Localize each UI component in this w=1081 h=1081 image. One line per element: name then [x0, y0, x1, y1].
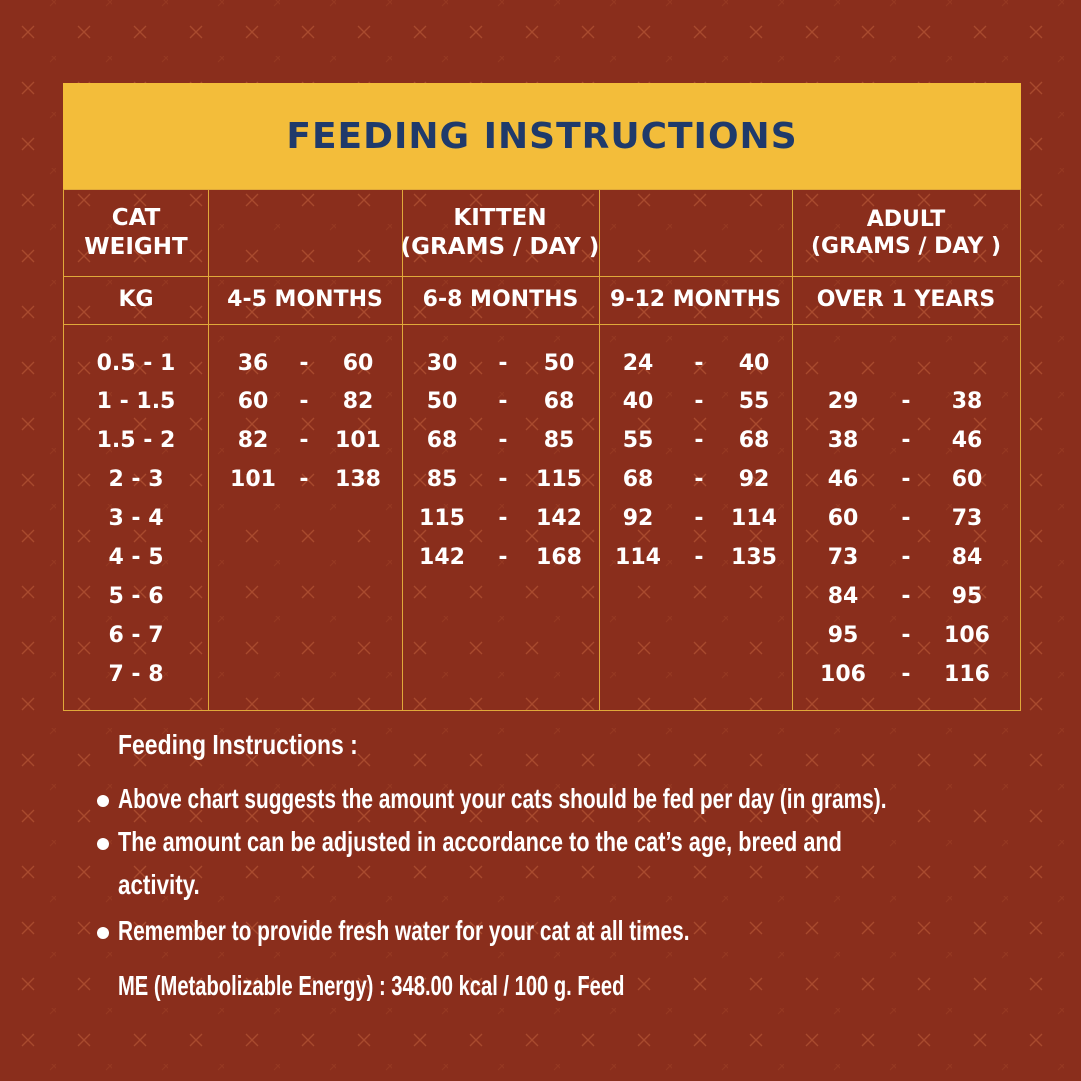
range-dash: - — [901, 467, 911, 493]
header-kitten-label: KITTEN — [453, 205, 547, 232]
header-kg: KG — [118, 287, 154, 313]
range-min-cell: 68 — [622, 467, 654, 493]
grid-hline — [64, 324, 1020, 325]
range-min-cell: 84 — [827, 583, 859, 609]
bullet-icon — [97, 838, 109, 850]
range-max-cell: 116 — [944, 661, 990, 687]
weight-cell: 3 - 4 — [108, 506, 164, 532]
range-max-cell: 92 — [738, 467, 770, 493]
header-adult — [792, 190, 1020, 276]
range-dash: - — [901, 389, 911, 415]
range-dash: - — [694, 506, 704, 532]
range-dash: - — [498, 467, 508, 493]
range-max-cell: 68 — [543, 389, 575, 415]
range-dash: - — [694, 389, 704, 415]
range-max-cell: 68 — [738, 428, 770, 454]
range-min-cell: 101 — [230, 467, 276, 493]
weight-cell: 0.5 - 1 — [96, 350, 176, 376]
header-cat-weight-label: CAT WEIGHT — [84, 205, 188, 260]
range-max-cell: 38 — [951, 389, 983, 415]
weight-cell: 2 - 3 — [108, 467, 164, 493]
range-max-cell: 106 — [944, 622, 990, 648]
range-min-cell: 115 — [419, 506, 465, 532]
range-dash: - — [498, 428, 508, 454]
range-max-cell: 95 — [951, 583, 983, 609]
range-min-cell: 30 — [426, 350, 458, 376]
header-kitten-unit: (GRAMS / DAY ) — [400, 234, 600, 260]
range-min-cell: 82 — [237, 428, 269, 454]
range-max-cell: 168 — [536, 545, 582, 570]
note-chart-suggestion: Above chart suggests the amount your cats should be fed per day (in grams). — [118, 783, 887, 814]
weight-cell: 4 - 5 — [108, 545, 164, 570]
range-min-cell: 106 — [820, 661, 866, 687]
range-min-cell: 92 — [622, 506, 654, 532]
range-min-cell: 60 — [237, 389, 269, 415]
weight-cell: 1.5 - 2 — [96, 428, 176, 454]
range-max-cell: 50 — [543, 350, 575, 376]
range-dash: - — [694, 467, 704, 493]
header-adult-unit: (GRAMS / DAY ) — [811, 234, 1001, 259]
range-dash: - — [299, 350, 309, 376]
range-max-cell: 73 — [951, 506, 983, 532]
range-dash: - — [498, 350, 508, 376]
range-min-cell: 29 — [827, 389, 859, 415]
range-min-cell: 73 — [827, 545, 859, 570]
note-fresh-water: Remember to provide fresh water for your cat at all times. — [118, 915, 690, 946]
range-min-cell: 36 — [237, 350, 269, 376]
range-max-cell: 115 — [536, 467, 582, 493]
header-over-1-years: OVER 1 YEARS — [816, 287, 996, 313]
table-grid — [63, 189, 1021, 711]
feeding-table — [63, 83, 1021, 711]
weight-cell: 7 - 8 — [108, 661, 164, 687]
range-dash: - — [498, 389, 508, 415]
range-min-cell: 60 — [827, 506, 859, 532]
header-adult-label: ADULT — [866, 206, 946, 232]
range-min-cell: 68 — [426, 428, 458, 454]
range-max-cell: 101 — [335, 428, 381, 454]
range-dash: - — [299, 428, 309, 454]
range-dash: - — [901, 661, 911, 687]
notes-heading: Feeding Instructions : — [118, 729, 358, 760]
range-dash: - — [299, 389, 309, 415]
header-cat-weight — [64, 190, 208, 276]
header-4-5-months: 4-5 MONTHS — [227, 287, 383, 313]
range-dash: - — [498, 545, 508, 570]
range-dash: - — [901, 583, 911, 609]
range-min-cell: 85 — [426, 467, 458, 493]
range-dash: - — [901, 622, 911, 648]
range-max-cell: 114 — [731, 506, 777, 532]
header-kitten — [208, 190, 792, 276]
weight-cell: 5 - 6 — [108, 583, 164, 609]
range-max-cell: 55 — [738, 389, 770, 415]
range-max-cell: 138 — [335, 467, 381, 493]
range-dash: - — [694, 350, 704, 376]
bullet-icon — [97, 927, 109, 939]
range-dash: - — [901, 506, 911, 532]
range-dash: - — [901, 428, 911, 454]
range-min-cell: 50 — [426, 389, 458, 415]
table-title-bar — [63, 83, 1021, 189]
range-min-cell: 40 — [622, 389, 654, 415]
range-max-cell: 135 — [731, 545, 777, 570]
note-adjust-amount-cont: activity. — [118, 869, 200, 900]
range-min-cell: 38 — [827, 428, 859, 454]
range-max-cell: 142 — [536, 506, 582, 532]
bullet-icon — [97, 795, 109, 807]
range-min-cell: 142 — [419, 545, 465, 570]
range-max-cell: 82 — [342, 389, 374, 415]
range-dash: - — [901, 545, 911, 570]
metabolizable-energy: ME (Metabolizable Energy) : 348.00 kcal / 100 g. Feed — [118, 970, 625, 1001]
range-min-cell: 24 — [622, 350, 654, 376]
header-9-12-months: 9-12 MONTHS — [610, 287, 781, 313]
range-dash: - — [299, 467, 309, 493]
range-max-cell: 85 — [543, 428, 575, 454]
range-max-cell: 60 — [951, 467, 983, 493]
range-max-cell: 40 — [738, 350, 770, 376]
table-title: FEEDING INSTRUCTIONS — [286, 115, 798, 157]
range-max-cell: 84 — [951, 545, 983, 570]
range-dash: - — [694, 545, 704, 570]
range-dash: - — [498, 506, 508, 532]
range-min-cell: 95 — [827, 622, 859, 648]
range-max-cell: 46 — [951, 428, 983, 454]
range-dash: - — [694, 428, 704, 454]
header-6-8-months: 6-8 MONTHS — [422, 287, 579, 313]
range-min-cell: 114 — [615, 545, 661, 570]
range-min-cell: 46 — [827, 467, 859, 493]
weight-cell: 1 - 1.5 — [96, 389, 176, 415]
range-min-cell: 55 — [622, 428, 654, 454]
note-adjust-amount: The amount can be adjusted in accordance to the cat’s age, breed and — [118, 826, 842, 857]
weight-cell: 6 - 7 — [108, 622, 164, 648]
range-max-cell: 60 — [342, 350, 374, 376]
